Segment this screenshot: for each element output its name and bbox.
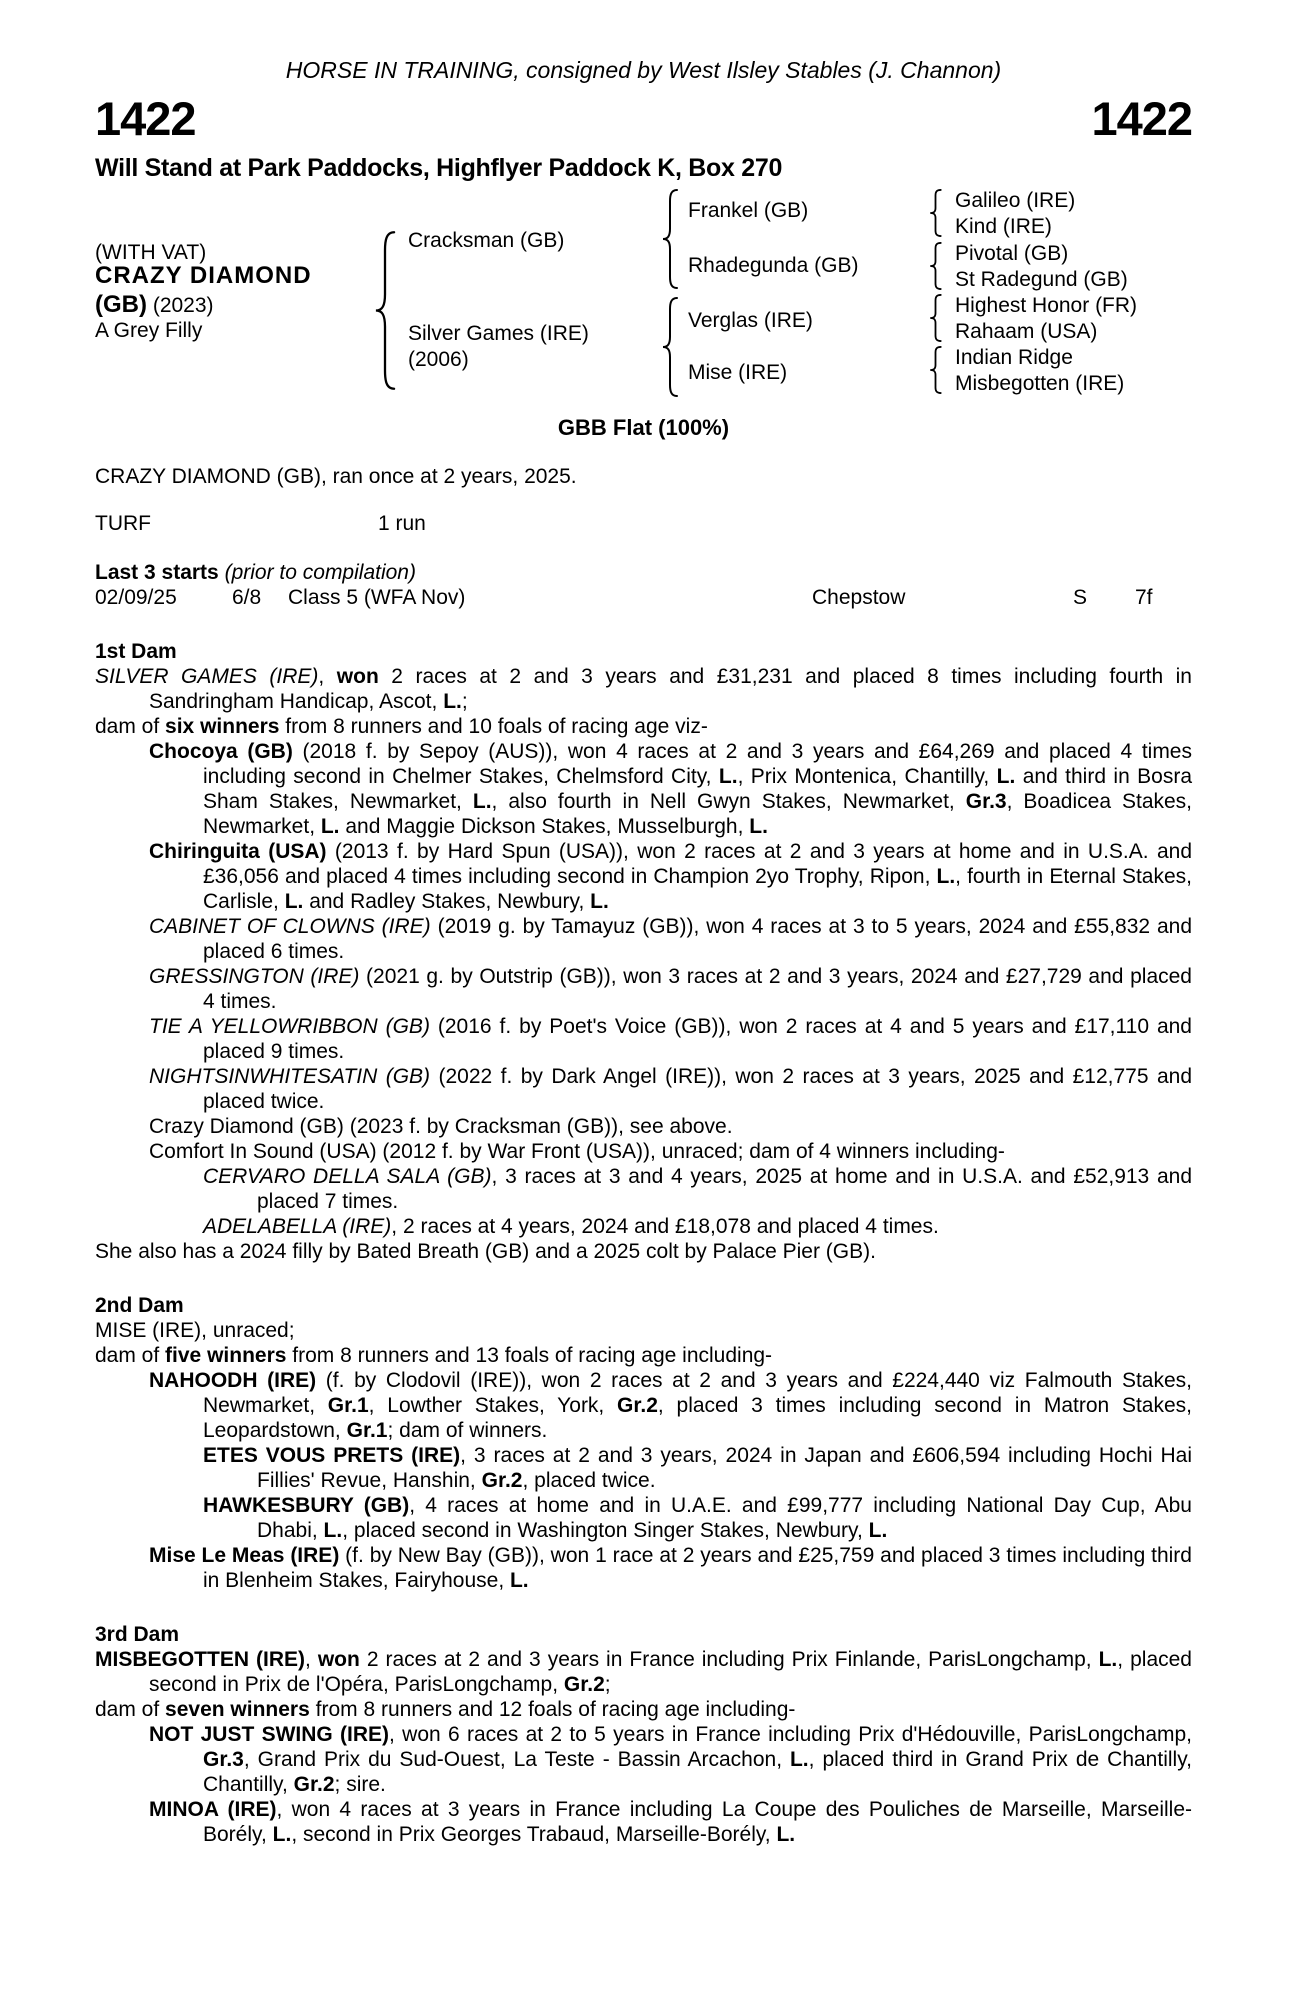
stand-location-line: Will Stand at Park Paddocks, Highflyer Paddock K, Box 270 xyxy=(95,154,783,182)
race-start-row xyxy=(95,585,1192,610)
great-grandparent-name: Rahaam (USA) xyxy=(955,320,1098,343)
subject-country: (GB) xyxy=(95,291,147,318)
subject-suffix-year xyxy=(95,292,214,319)
surface-label: TURF xyxy=(95,512,151,535)
offspring-paragraph: Crazy Diamond (GB) (2023 f. by Cracksman (GB)), see above. xyxy=(149,1115,733,1138)
grandparent-name: Mise (IRE) xyxy=(688,361,788,384)
curly-brace-icon xyxy=(928,189,943,237)
curly-brace-icon xyxy=(928,346,943,394)
curly-brace-icon xyxy=(660,296,680,398)
offspring-paragraph: NOT JUST SWING (IRE), won 6 races at 2 to 5 years in France including Prix d'Hédouville, ParisLongchamp, Gr.3, Grand Prix du Sud-Ouest, La Teste - Bassin Arcachon, L., placed third in Grand Prix de Chantilly, Chantilly, Gr.2; sire. xyxy=(149,1723,1193,1796)
offspring-paragraph: HAWKESBURY (GB), 4 races at home and in U.A.E. and £99,777 including National Day Cup, Abu Dhabi, L., placed second in Washington Singer Stakes, Newbury, L. xyxy=(203,1494,1192,1542)
vat-note: (WITH VAT) xyxy=(95,241,207,264)
grandparent-name: Verglas (IRE) xyxy=(688,309,813,332)
great-grandparent-name: Galileo (IRE) xyxy=(955,189,1076,212)
start-position: 6/8 xyxy=(232,586,262,609)
dam-year: (2006) xyxy=(408,348,469,371)
last-starts-label: Last 3 starts xyxy=(95,561,219,584)
offspring-paragraph: CERVARO DELLA SALA (GB), 3 races at 3 and 4 years, 2025 at home and in U.S.A. and £52,913 and placed 7 times. xyxy=(203,1165,1192,1213)
offspring-paragraph: Chocoya (GB) (2018 f. by Sepoy (AUS)), won 4 races at 2 and 3 years and £64,269 and placed 4 times including second in Chelmer Stakes, Chelmsford City, L., Prix Montenica, Chantilly, L. and third in Bosra Sham Stakes, Newmarket, L., also fourth in Nell Gwyn Stakes, Newmarket, Gr.3, Boadicea Stakes, Newmarket, L. and Maggie Dickson Stakes, Musselburgh, L. xyxy=(149,740,1193,838)
sire-name: Cracksman (GB) xyxy=(408,229,565,252)
catalogue-page xyxy=(95,0,1192,1847)
great-grandparent-name: Misbegotten (IRE) xyxy=(955,372,1125,395)
offspring-paragraph: CABINET OF CLOWNS (IRE) (2019 g. by Tamayuz (GB)), won 4 races at 3 to 5 years, 2024 and £55,832 and placed 6 times. xyxy=(149,915,1192,963)
dam-section-heading: 2nd Dam xyxy=(95,1294,184,1317)
dam-paragraph: dam of five winners from 8 runners and 13 foals of racing age including- xyxy=(95,1344,773,1367)
great-grandparent-name: Pivotal (GB) xyxy=(955,242,1069,265)
last-starts-note: (prior to compilation) xyxy=(224,561,416,584)
start-date: 02/09/25 xyxy=(95,586,177,609)
dam-paragraph: MISBEGOTTEN (IRE), won 2 races at 2 and 3 years in France including Prix Finlande, ParisLongchamp, L., placed second in Prix de l'Opéra, ParisLongchamp, Gr.2; xyxy=(95,1648,1192,1696)
dam-paragraph: She also has a 2024 filly by Bated Breath (GB) and a 2025 colt by Palace Pier (GB). xyxy=(95,1240,876,1263)
dam-name: Silver Games (IRE) xyxy=(408,322,589,345)
subject-name: CRAZY DIAMOND xyxy=(95,262,312,289)
lot-number-right: 1422 xyxy=(1091,92,1192,145)
start-distance: 7f xyxy=(1135,586,1153,609)
dam-paragraph: dam of seven winners from 8 runners and 12 foals of racing age including- xyxy=(95,1698,796,1721)
start-race: Class 5 (WFA Nov) xyxy=(288,586,466,609)
dam-paragraph: dam of six winners from 8 runners and 10 foals of racing age viz- xyxy=(95,715,708,738)
offspring-paragraph: ADELABELLA (IRE), 2 races at 4 years, 2024 and £18,078 and placed 4 times. xyxy=(203,1215,939,1238)
race-record-summary: CRAZY DIAMOND (GB), ran once at 2 years, 2025. xyxy=(95,465,577,488)
offspring-paragraph: MINOA (IRE), won 4 races at 3 years in France including La Coupe des Pouliches de Marseille, Marseille-Borély, L., second in Prix Georges Trabaud, Marseille-Borély, L. xyxy=(149,1798,1192,1846)
offspring-paragraph: Comfort In Sound (USA) (2012 f. by War Front (USA)), unraced; dam of 4 winners including- xyxy=(149,1140,1005,1163)
pedigree-table xyxy=(95,186,1192,402)
offspring-paragraph: NIGHTSINWHITESATIN (GB) (2022 f. by Dark Angel (IRE)), won 2 races at 3 years, 2025 and £12,775 and placed twice. xyxy=(149,1065,1192,1113)
offspring-paragraph: TIE A YELLOWRIBBON (GB) (2016 f. by Poet's Voice (GB)), won 2 races at 4 and 5 years and £17,110 and placed 9 times. xyxy=(149,1015,1192,1063)
offspring-paragraph: Chiringuita (USA) (2013 f. by Hard Spun (USA)), won 2 races at 2 and 3 years at home and in U.S.A. and £36,056 and placed 4 times including second in Champion 2yo Trophy, Ripon, L., fourth in Eternal Stakes, Carlisle, L. and Radley Stakes, Newbury, L. xyxy=(149,840,1193,913)
consignor-line: HORSE IN TRAINING, consigned by West Ilsley Stables (J. Channon) xyxy=(285,57,1002,83)
great-grandparent-name: St Radegund (GB) xyxy=(955,268,1128,291)
gbb-eligibility-line: GBB Flat (100%) xyxy=(557,415,730,440)
curly-brace-icon xyxy=(928,242,943,290)
grandparent-name: Rhadegunda (GB) xyxy=(688,254,859,277)
dam-paragraph: SILVER GAMES (IRE), won 2 races at 2 and 3 years and £31,231 and placed 8 times including fourth in Sandringham Handicap, Ascot, L.; xyxy=(95,665,1192,713)
lot-number-row xyxy=(95,92,1192,145)
great-grandparent-name: Highest Honor (FR) xyxy=(955,294,1138,317)
curly-brace-icon xyxy=(660,188,680,290)
offspring-paragraph: NAHOODH (IRE) (f. by Clodovil (IRE)), won 2 races at 2 and 3 years and £224,440 viz Falmouth Stakes, Newmarket, Gr.1, Lowther Stakes, York, Gr.2, placed 3 times including second in Matron Stakes, Leopardstown, Gr.1; dam of winners. xyxy=(149,1369,1193,1442)
lot-number-left: 1422 xyxy=(95,92,196,145)
great-grandparent-name: Kind (IRE) xyxy=(955,215,1052,238)
surface-runs-row xyxy=(95,511,1192,536)
offspring-paragraph: GRESSINGTON (IRE) (2021 g. by Outstrip (GB)), won 3 races at 2 and 3 years, 2024 and £27,729 and placed 4 times. xyxy=(149,965,1192,1013)
offspring-paragraph: Mise Le Meas (IRE) (f. by New Bay (GB)), won 1 race at 2 years and £25,759 and placed 3 times including third in Blenheim Stakes, Fairyhouse, L. xyxy=(149,1544,1192,1592)
subject-description: A Grey Filly xyxy=(95,319,203,342)
dam-section-heading: 3rd Dam xyxy=(95,1623,180,1646)
curly-brace-icon xyxy=(372,229,398,392)
great-grandparent-name: Indian Ridge xyxy=(955,346,1073,369)
grandparent-name: Frankel (GB) xyxy=(688,199,809,222)
start-course: Chepstow xyxy=(812,586,906,609)
offspring-paragraph: ETES VOUS PRETS (IRE), 3 races at 2 and 3 years, 2024 in Japan and £606,594 including Hochi Hai Fillies' Revue, Hanshin, Gr.2, placed twice. xyxy=(203,1444,1192,1492)
dam-name-block xyxy=(408,321,589,373)
runs-count: 1 run xyxy=(378,512,426,535)
last-starts-heading xyxy=(95,560,1192,585)
start-going: S xyxy=(1073,586,1088,609)
subject-birth-year: (2023) xyxy=(152,294,214,317)
dam-paragraph: MISE (IRE), unraced; xyxy=(95,1319,295,1342)
dam-section-heading: 1st Dam xyxy=(95,640,177,663)
curly-brace-icon xyxy=(928,294,943,342)
